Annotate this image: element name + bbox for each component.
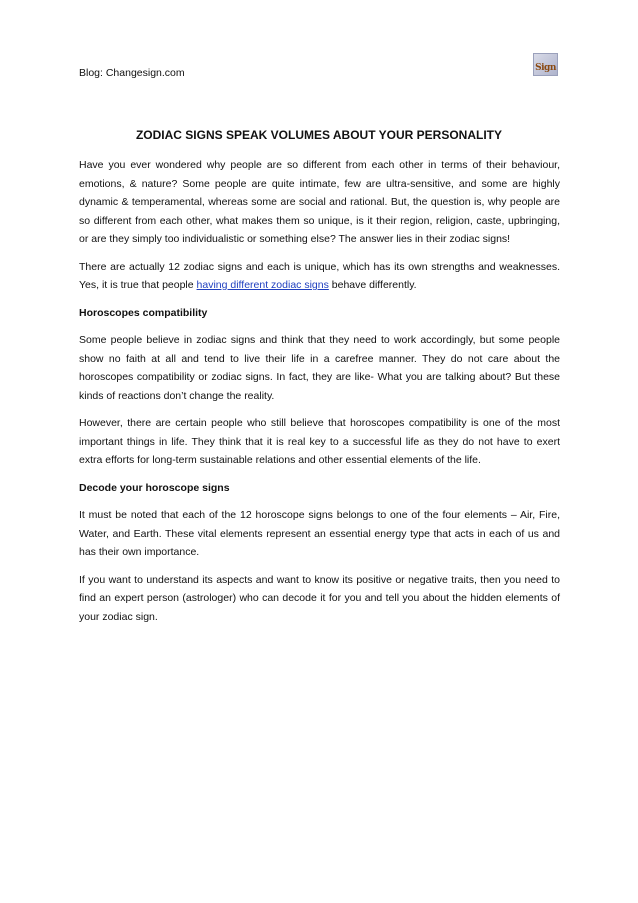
paragraph-6: If you want to understand its aspects and want to know its positive or negative traits, then you need to find an expert person (astrologer) who can decode it for you and tell you about the hidden elements of your zodiac sign. xyxy=(79,573,560,623)
paragraph-2 xyxy=(79,258,560,295)
article-title: ZODIAC SIGNS SPEAK VOLUMES ABOUT YOUR PERSONALITY xyxy=(135,128,503,142)
intro-paragraph: Have you ever wondered why people are so different from each other in terms of their behaviour, emotions, & nature? Some people are quite intimate, few are ultra-sensitive, and some are highly dynamic & temperamental, whereas some are social and rational. But, the question is, why people are so different from each other, what makes them so unique, is it their region, religion, caste, upbringing, or are they simply too individualistic or something else? The answer lies in their zodiac signs! xyxy=(79,159,560,245)
heading-horoscopes-compatibility: Horoscopes compatibility xyxy=(79,306,208,319)
paragraph-2-text-before: There are actually 12 zodiac signs and each is unique, which has its own strengths and weaknesses. Yes, it is true that people xyxy=(79,260,560,291)
article-body xyxy=(79,156,560,635)
paragraph-3: Some people believe in zodiac signs and think that they need to work accordingly, but some people show no faith at all and tend to live their life in a carefree manner. They do not care about the horoscopes compatibility or zodiac signs. In fact, they are like- What you are talking about? But these kinds of reactions don’t change the reality. xyxy=(79,334,560,402)
paragraph-5: It must be noted that each of the 12 horoscope signs belongs to one of the four elements – Air, Fire, Water, and Earth. These vital elements represent an essential energy type that acts in each of us and has their own importance. xyxy=(79,509,560,558)
paragraph-2-text-after: behave differently. xyxy=(328,279,417,291)
blog-header-label: Blog: Changesign.com xyxy=(79,67,185,79)
heading-decode-horoscope: Decode your horoscope signs xyxy=(79,481,230,494)
site-logo xyxy=(533,53,558,76)
zodiac-signs-link[interactable]: having different zodiac signs xyxy=(196,279,329,291)
logo-text: Sign xyxy=(535,63,556,73)
paragraph-4: However, there are certain people who still believe that horoscopes compatibility is one of the most important things in life. They think that it is real key to a successful life as they do not have to exert extra efforts for long-term sustainable relations and other essential elements of the life. xyxy=(79,417,560,466)
